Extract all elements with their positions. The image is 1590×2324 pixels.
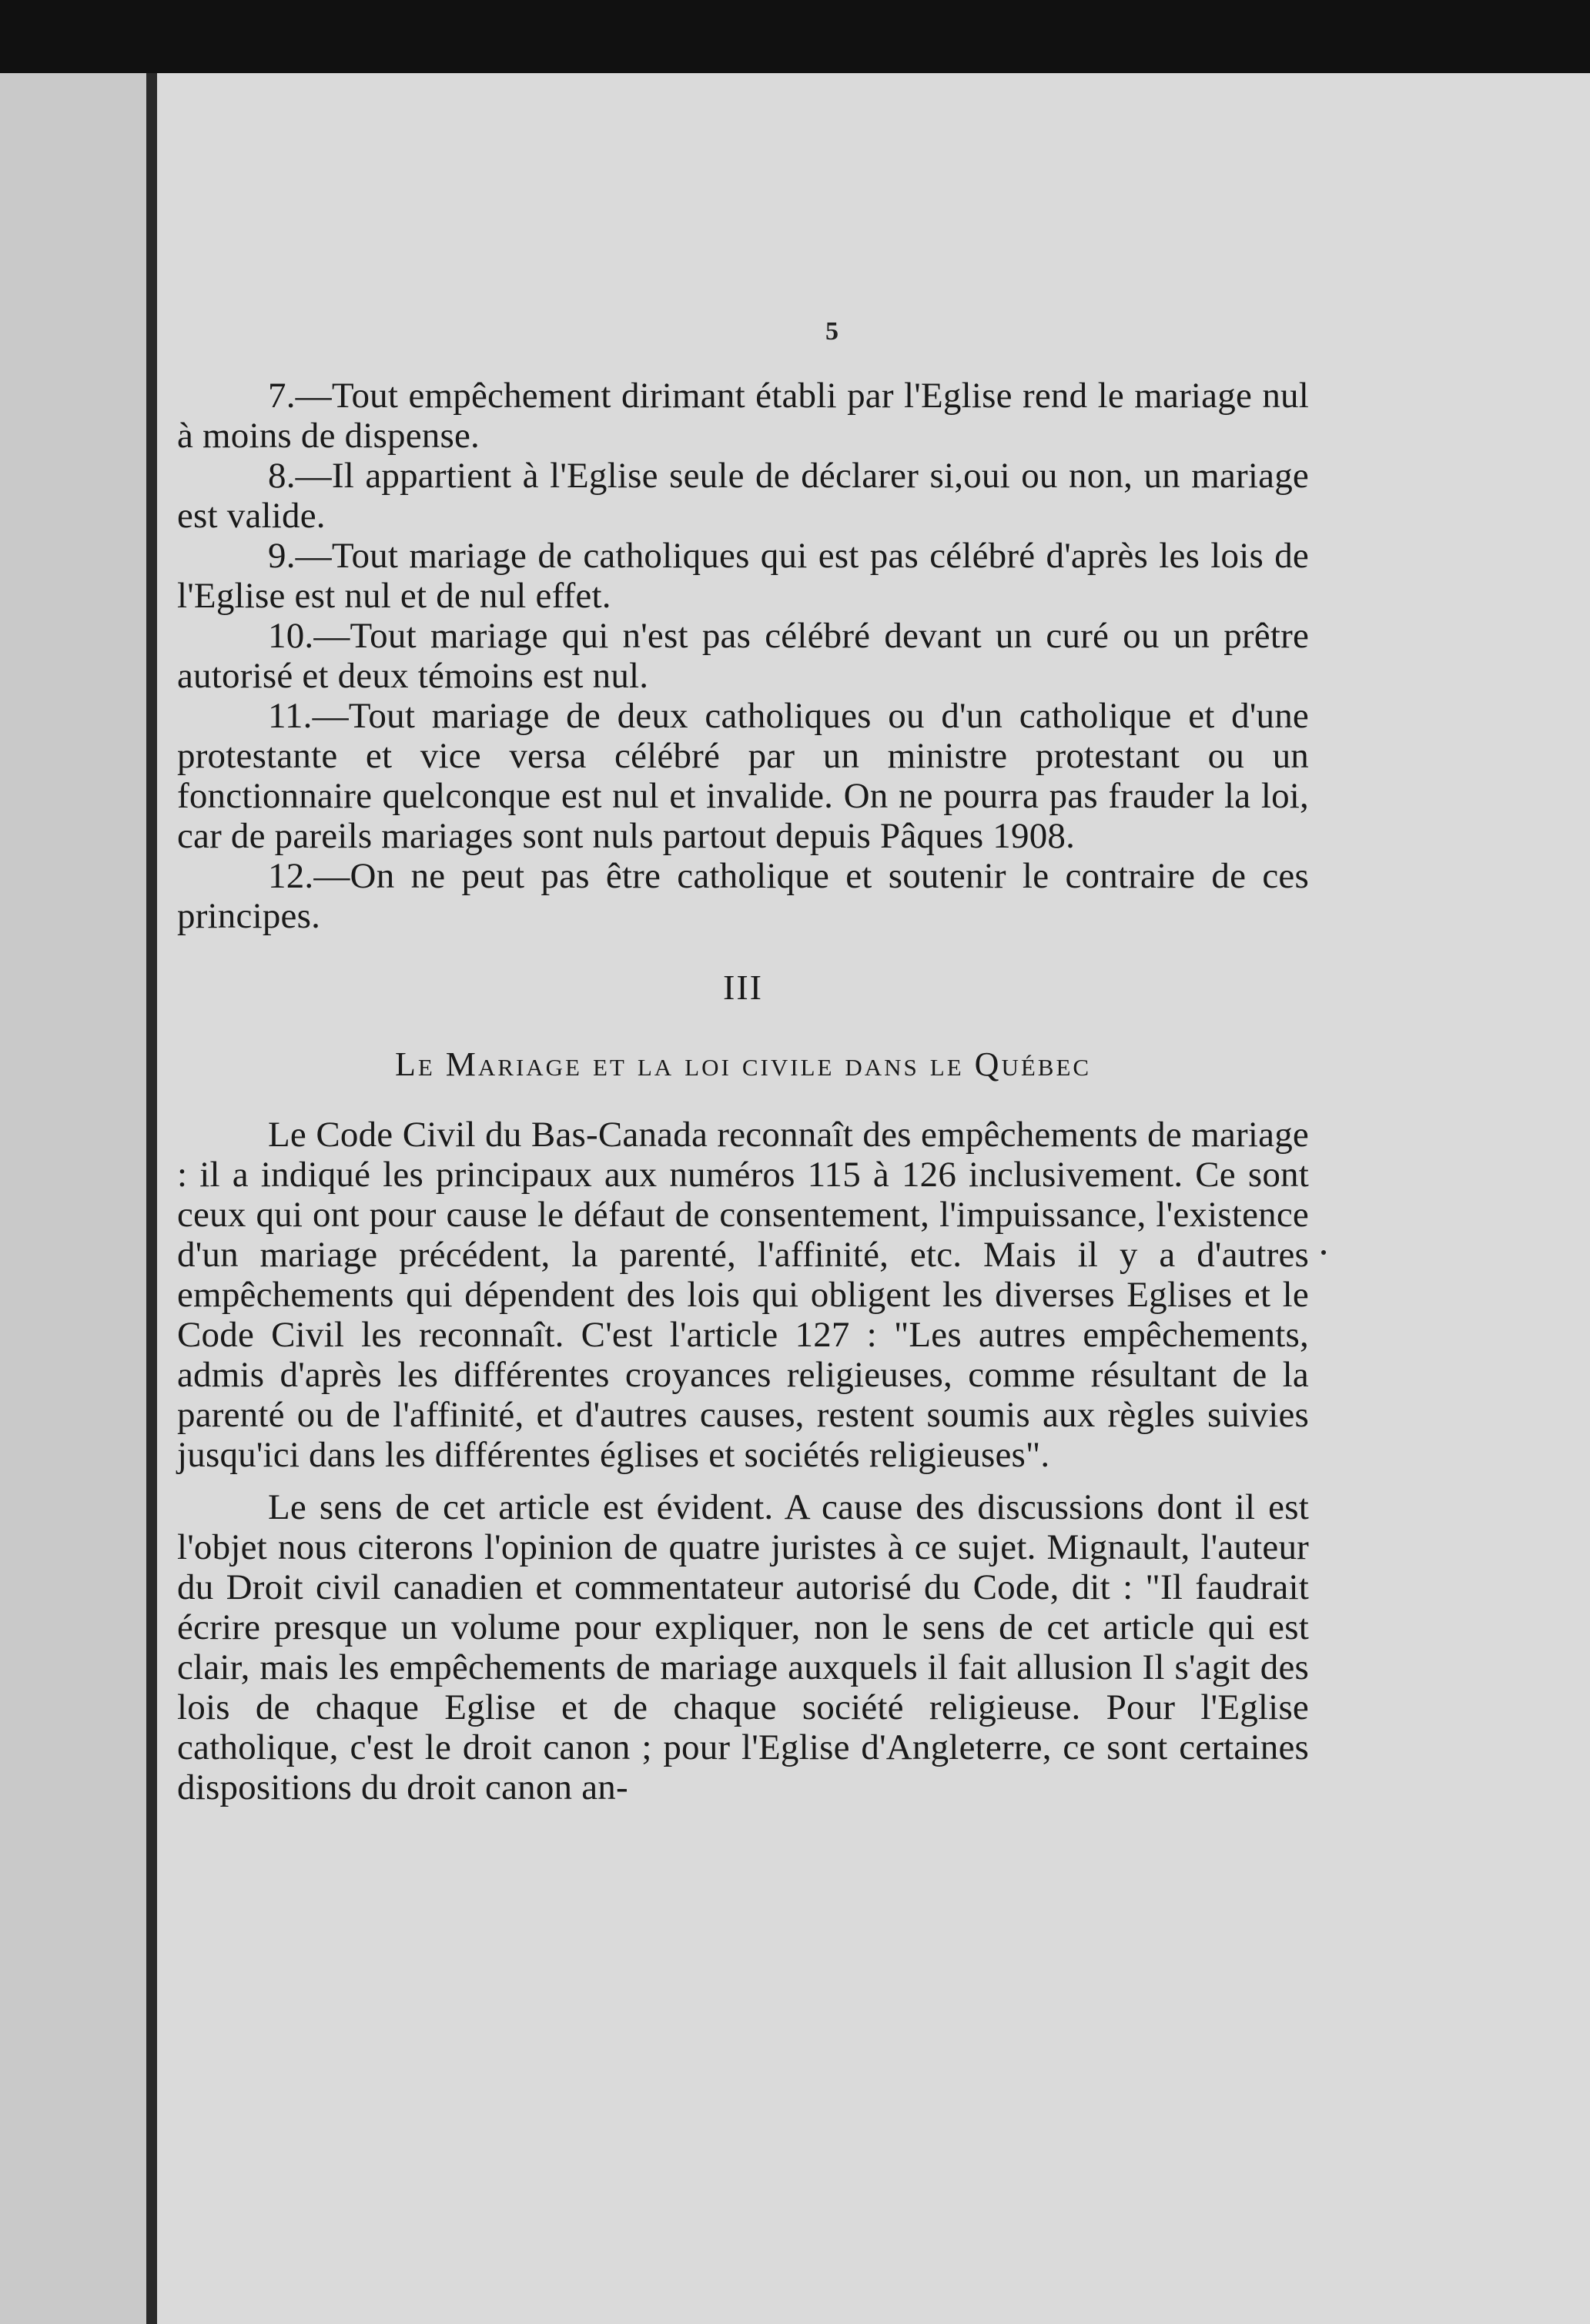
article-12: 12.—On ne peut pas être catholique et soutenir le contraire de ces principes.: [177, 856, 1309, 936]
body-paragraph-1: Le Code Civil du Bas-Canada reconnaît des empêchements de mariage : il a indiqué les principaux aux numéros 115 à 126 inclusivement. Ce sont ceux qui ont pour cause le défaut de consentement, l'impuissance, l'existence d'un mariage précédent, la parenté, l'affinité, etc. Mais il y a d'autres empêchements qui dépendent des lois qui obligent les diverses Eglises et le Code Civil les reconnaît. C'est l'article 127 : "Les autres empêchements, admis d'après les différentes croyances religieuses, comme résultant de la parenté ou de l'affinité, et d'autres causes, restent soumis aux règles suivies jusqu'ici dans les différentes églises et sociétés religieuses".: [177, 1115, 1309, 1475]
article-7: 7.—Tout empêchement dirimant établi par l'Eglise rend le mariage nul à moins de dispense.: [177, 376, 1309, 456]
article-9: 9.—Tout mariage de catholiques qui est pas célébré d'après les lois de l'Eglise est nul et de nul effet.: [177, 536, 1309, 616]
article-11: 11.—Tout mariage de deux catholiques ou d'un catholique et d'une protestante et vice versa célébré par un ministre protestant ou un fonctionnaire quelconque est nul et invalide. On ne pourra pas frauder la loi, car de pareils mariages sont nuls partout depuis Pâques 1908.: [177, 696, 1309, 856]
section-title: Le Mariage et la loi civile dans le Québec: [394, 1045, 1092, 1083]
page-number: 5: [825, 317, 839, 346]
margin-mark: [1321, 1250, 1326, 1255]
article-10: 10.—Tout mariage qui n'est pas célébré devant un curé ou un prêtre autorisé et deux témoins est nul.: [177, 616, 1309, 696]
article-8: 8.—Il appartient à l'Eglise seule de déclarer si,oui ou non, un mariage est valide.: [177, 456, 1309, 536]
book-gutter: [146, 73, 157, 2324]
section-number: III: [723, 968, 763, 1007]
body-paragraph-2: Le sens de cet article est évident. A cause des discussions dont il est l'objet nous citerons l'opinion de quatre juristes à ce sujet. Mignault, l'auteur du Droit civil canadien et commentateur autorisé du Code, dit : "Il faudrait écrire presque un volume pour expliquer, non le sens de cet article qui est clair, mais les empêchements de mariage auxquels il fait allusion Il s'agit des lois de chaque Eglise et de chaque société religieuse. Pour l'Eglise catholique, c'est le droit canon ; pour l'Eglise d'Angleterre, ce sont certaines dispositions du droit canon an-: [177, 1487, 1309, 1807]
page-text: [177, 376, 1309, 1807]
facing-page-edge: [0, 73, 154, 2324]
